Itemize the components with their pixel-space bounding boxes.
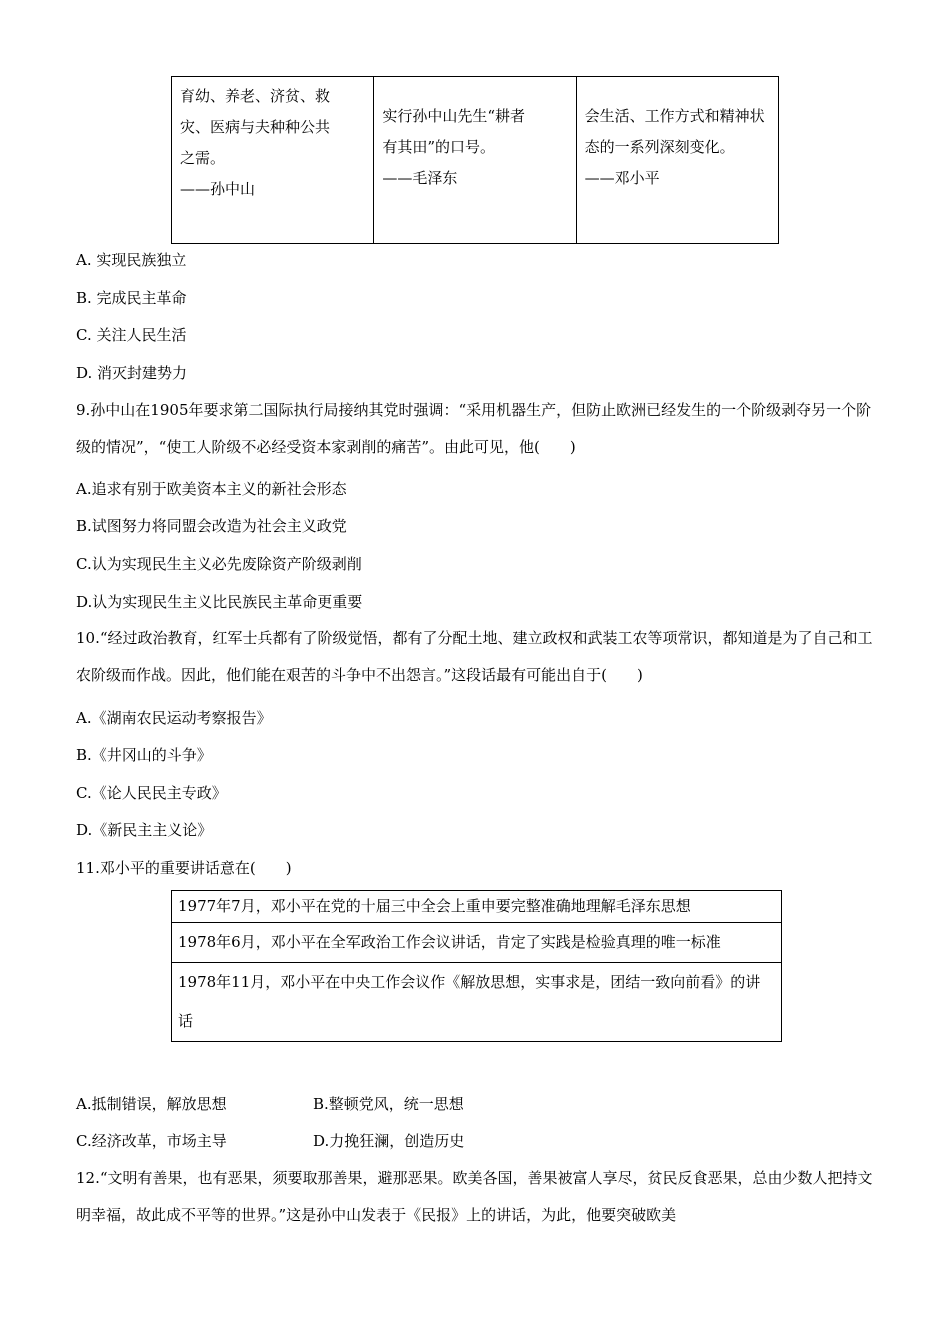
cell-line: 有其田”的口号。: [382, 138, 495, 156]
cell-attribution: ——毛泽东: [382, 169, 458, 187]
q11-table-row: 1977年7月，邓小平在党的十届三中全会上重申要完整准确地理解毛泽东思想: [172, 891, 782, 923]
q9-option-b[interactable]: B.试图努力将同盟会改造为社会主义政党: [76, 517, 347, 535]
q8-material-table: [171, 76, 779, 244]
q11-option-b[interactable]: B.整顿党风，统一思想: [313, 1095, 464, 1113]
q10-option-a[interactable]: A.《湖南农民运动考察报告》: [76, 709, 272, 727]
material-cell-deng: [576, 77, 778, 244]
q10-option-d[interactable]: D.《新民主主义论》: [76, 821, 213, 839]
q9-option-d[interactable]: D.认为实现民生主义比民族民主革命更重要: [76, 593, 363, 611]
material-cell-mao: [374, 77, 576, 244]
q11-material-table: [171, 890, 782, 1042]
q11-option-d[interactable]: D.力挽狂澜，创造历史: [313, 1132, 465, 1150]
cell-line: 灾、医病与夫种种公共: [180, 118, 331, 136]
cell-attribution: ——孙中山: [180, 180, 256, 198]
q10-option-c[interactable]: C.《论人民民主专政》: [76, 784, 227, 802]
q10-option-b[interactable]: B.《井冈山的斗争》: [76, 746, 212, 764]
cell-attribution: ——邓小平: [584, 169, 660, 187]
q11-option-c[interactable]: C.经济改革，市场主导: [76, 1132, 227, 1150]
cell-line: 会生活、工作方式和精神状: [584, 107, 765, 125]
q9-stem: 9.孙中山在1905年要求第二国际执行局接纳其党时强调：“采用机器生产，但防止欧洲已经发生的一个阶级剥夺另一个阶级的情况”，“使工人阶级不必经受资本家剥削的痛苦”。由此可见，他( ): [76, 401, 872, 456]
q9-option-a[interactable]: A.追求有别于欧美资本主义的新社会形态: [76, 480, 347, 498]
cell-line: 育幼、养老、济贫、救: [180, 87, 331, 105]
q9-option-c[interactable]: C.认为实现民生主义必先废除资产阶级剥削: [76, 555, 362, 573]
q8-option-a[interactable]: A. 实现民族独立: [76, 251, 187, 269]
q8-option-c[interactable]: C. 关注人民生活: [76, 326, 187, 344]
cell-line: 实行孙中山先生“耕者: [382, 107, 525, 125]
material-cell-sun: [172, 77, 374, 244]
q11-stem: 11.邓小平的重要讲话意在( ): [76, 859, 292, 877]
q11-table-row: 1978年11月，邓小平在中央工作会议作《解放思想，实事求是，团结一致向前看》的讲话: [172, 963, 782, 1042]
cell-line: 之需。: [180, 149, 226, 167]
q12-stem: 12.“文明有善果，也有恶果，须要取那善果，避那恶果。欧美各国，善果被富人享尽，贫民反食恶果，总由少数人把持文明幸福，故此成不平等的世界。”这是孙中山发表于《民报》上的讲话，为此，他要突破欧美: [76, 1169, 873, 1224]
q11-table-row: 1978年6月，邓小平在全军政治工作会议讲话，肯定了实践是检验真理的唯一标准: [172, 923, 782, 963]
q10-stem: 10.“经过政治教育，红军士兵都有了阶级觉悟，都有了分配土地、建立政权和武装工农等项常识，都知道是为了自己和工农阶级而作战。因此，他们能在艰苦的斗争中不出怨言。”这段话最有可能出自于( ): [76, 629, 873, 684]
q8-option-b[interactable]: B. 完成民主革命: [76, 289, 187, 307]
q8-option-d[interactable]: D. 消灭封建势力: [76, 364, 188, 382]
cell-line: 态的一系列深刻变化。: [584, 138, 735, 156]
q11-option-a[interactable]: A.抵制错误，解放思想: [76, 1095, 227, 1113]
